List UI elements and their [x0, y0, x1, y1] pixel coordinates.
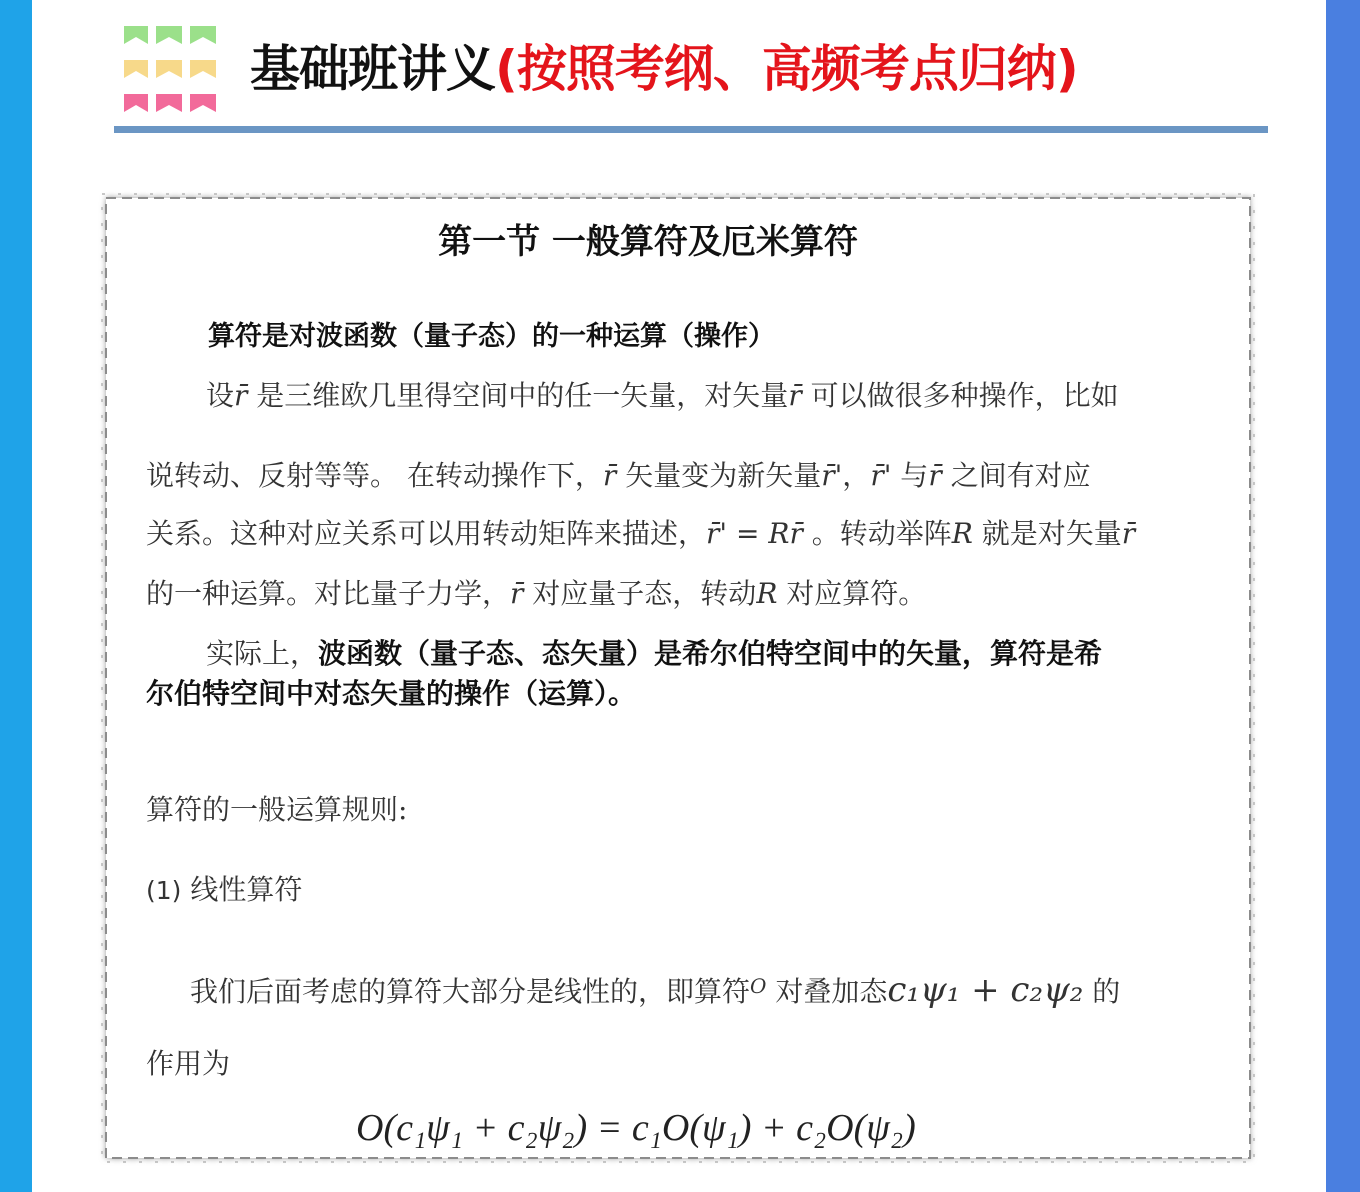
header-title-subtitle: (按照考纲、高频考点归纳): [495, 40, 1078, 98]
linear-operator-heading: (1) 线性算符: [146, 873, 303, 906]
paragraph-4: 的一种运算。对比量子力学，r̄ 对应量子态，转动R 对应算符。: [146, 577, 927, 610]
paragraph-5-line-1: 实际上，波函数（量子态、态矢量）是希尔伯特空间中的矢量，算符是希: [206, 637, 1103, 670]
paragraph-3: 关系。这种对应关系可以用转动矩阵来描述，r̄' = Rr̄ 。转动举阵R 就是对矢量r̄: [146, 517, 1136, 550]
paragraph-1: 设r̄ 是三维欧几里得空间中的任一矢量，对矢量r̄ 可以做很多种操作，比如: [206, 379, 1119, 412]
section-title: 第一节 一般算符及厄米算符: [438, 222, 858, 262]
paragraph-6: 我们后面考虑的算符大部分是线性的，即算符$^O$ 对叠加态c₁ψ₁ + c₂ψ₂ 的: [190, 970, 1121, 1010]
paragraph-5-line-2: 尔伯特空间中对态矢量的操作（运算）。: [146, 677, 637, 710]
header-title-main: 基础班讲义: [250, 40, 495, 98]
rules-heading: 算符的一般运算规则:: [146, 793, 408, 826]
bold-heading: 算符是对波函数（量子态）的一种运算（操作）: [208, 321, 775, 352]
paragraph-7: 作用为: [146, 1047, 231, 1080]
linear-operator-formula: O(c₁ψ₁ + c₂ψ₂) = c₁O(ψ₁) + c₂O(ψ₂): [356, 1107, 916, 1149]
paragraph-2: 说转动、反射等等。 在转动操作下，r̄ 矢量变为新矢量r̄'，r̄' 与r̄ 之间有对应: [146, 459, 1091, 492]
